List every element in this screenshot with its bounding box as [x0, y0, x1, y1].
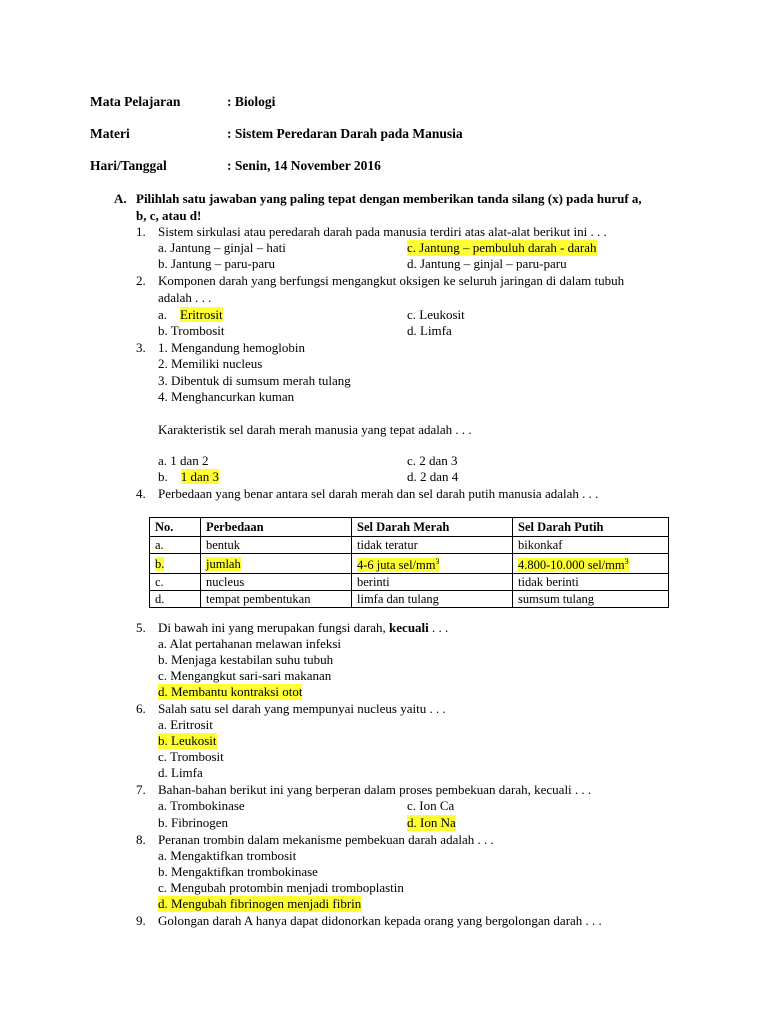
table-row: [150, 574, 669, 591]
q6-option-a: a. Eritrosit: [158, 717, 213, 732]
q8-option-c: c. Mengubah protombin menjadi tromboplastin: [158, 880, 404, 895]
table-header-row: [150, 518, 669, 537]
q8-option-b: b. Mengaktifkan trombokinase: [158, 864, 318, 879]
q6-option-c: c. Trombosit: [158, 749, 224, 764]
q3-number: 3.: [136, 340, 146, 355]
subject-value: : Biologi: [227, 94, 276, 109]
q1-option-c-prefix: c.: [407, 240, 417, 255]
q6-text: Salah satu sel darah yang mempunyai nucleus yaitu . . .: [158, 701, 446, 716]
table-header-red-cell: Sel Darah Merah: [352, 518, 513, 537]
q3-option-d: d. 2 dan 4: [407, 469, 459, 484]
q2-option-a-text: Eritrosit: [180, 307, 223, 322]
table-cell-text: b.: [155, 556, 165, 571]
q2-option-a-answer: [158, 307, 223, 323]
q5-option-d-answer: d. Membantu kontraksi otot: [158, 684, 303, 699]
red-count-value: 4-6 juta sel/mm: [357, 558, 436, 573]
table-cell: c.: [150, 574, 201, 591]
table-cell-text-red-count: [357, 558, 439, 572]
table-row-answer: [150, 554, 669, 574]
q3-option-a: a. 1 dan 2: [158, 453, 209, 468]
q3-item-2: 2. Memiliki nucleus: [158, 356, 263, 371]
table-cell: bikonkaf: [513, 537, 669, 554]
q2-option-b: b. Trombosit: [158, 323, 225, 338]
table-cell-text-white-count: [518, 558, 629, 572]
table-cell: tempat pembentukan: [201, 591, 352, 608]
table-header-white-cell: Sel Darah Putih: [513, 518, 669, 537]
q5-number: 5.: [136, 620, 146, 635]
date-label: Hari/Tanggal: [90, 158, 167, 173]
table-cell: d.: [150, 591, 201, 608]
table-row: [150, 591, 669, 608]
subject-label: Mata Pelajaran: [90, 94, 181, 109]
q9-text: Golongan darah A hanya dapat didonorkan kepada orang yang bergolongan darah . . .: [158, 913, 602, 928]
table-cell: [352, 554, 513, 574]
q8-number: 8.: [136, 832, 146, 847]
q3-option-c: c. 2 dan 3: [407, 453, 458, 468]
q2-option-a-prefix: a.: [158, 307, 168, 322]
material-label: Materi: [90, 126, 130, 141]
q1-text: Sistem sirkulasi atau peredarah darah pada manusia terdiri atas alat-alat berikut ini . . .: [158, 224, 607, 239]
q3-item-3: 3. Dibentuk di sumsum merah tulang: [158, 373, 351, 388]
q1-number: 1.: [136, 224, 146, 239]
table-cell: bentuk: [201, 537, 352, 554]
table-header-difference: Perbedaan: [201, 518, 352, 537]
q2-option-d: d. Limfa: [407, 323, 452, 338]
q3-option-b-text: 1 dan 3: [180, 469, 220, 484]
q7-text: Bahan-bahan berikut ini yang berperan dalam proses pembekuan darah, kecuali . . .: [158, 782, 592, 797]
date-value: : Senin, 14 November 2016: [227, 158, 381, 173]
white-count-value: 4.800-10.000 sel/mm: [518, 558, 625, 573]
q8-text: Peranan trombin dalam mekanisme pembekuan darah adalah . . .: [158, 832, 494, 847]
table-cell: nucleus: [201, 574, 352, 591]
superscript: 3: [624, 557, 629, 566]
q3-item-4: 4. Menghancurkan kuman: [158, 389, 295, 404]
q3-item-1: 1. Mengandung hemoglobin: [158, 340, 305, 355]
table-cell-text: jumlah: [206, 556, 241, 571]
q9-number: 9.: [136, 913, 146, 928]
table-cell: a.: [150, 537, 201, 554]
q2-text-line2: adalah . . .: [158, 290, 212, 305]
table-cell: tidak teratur: [352, 537, 513, 554]
q5-text: [158, 620, 448, 636]
q5-option-b: b. Menjaga kestabilan suhu tubuh: [158, 652, 334, 667]
q7-option-c: c. Ion Ca: [407, 798, 455, 813]
q5-text-start: Di bawah ini yang merupakan fungsi darah,: [158, 620, 386, 635]
q1-option-c-answer: [407, 240, 597, 256]
q3-question: Karakteristik sel darah merah manusia yang tepat adalah . . .: [158, 422, 472, 437]
q2-option-c: c. Leukosit: [407, 307, 465, 322]
q6-number: 6.: [136, 701, 146, 716]
comparison-table: [149, 517, 669, 608]
section-instruction-line2: b, c, atau d!: [136, 208, 202, 223]
q8-option-a: a. Mengaktifkan trombosit: [158, 848, 297, 863]
section-letter: A.: [114, 191, 127, 206]
table-cell: berinti: [352, 574, 513, 591]
q5-text-end: . . .: [432, 620, 449, 635]
table-cell: [513, 554, 669, 574]
material-value: : Sistem Peredaran Darah pada Manusia: [227, 126, 463, 141]
table-cell: tidak berinti: [513, 574, 669, 591]
table-row: [150, 537, 669, 554]
q1-option-b: b. Jantung – paru-paru: [158, 256, 275, 271]
q3-option-b-prefix: b.: [158, 469, 168, 484]
q6-option-d: d. Limfa: [158, 765, 203, 780]
section-instruction-line1: Pilihlah satu jawaban yang paling tepat dengan memberikan tanda silang (x) pada huruf a,: [136, 191, 642, 206]
q1-option-a: a. Jantung – ginjal – hati: [158, 240, 286, 255]
table-cell: sumsum tulang: [513, 591, 669, 608]
table-cell: [201, 554, 352, 574]
q8-option-d-answer: d. Mengubah fibrinogen menjadi fibrin: [158, 896, 362, 911]
table-header-no: No.: [150, 518, 201, 537]
q7-option-d-answer: d. Ion Na: [407, 815, 456, 830]
q2-text-line1: Komponen darah yang berfungsi mengangkut oksigen ke seluruh jaringan di dalam tubuh: [158, 273, 625, 288]
q4-number: 4.: [136, 486, 146, 501]
q5-option-c: c. Mengangkut sari-sari makanan: [158, 668, 332, 683]
q3-option-b-answer: [158, 469, 219, 485]
q1-option-c-text: Jantung – pembuluh darah - darah: [416, 240, 597, 255]
table-cell: limfa dan tulang: [352, 591, 513, 608]
q2-number: 2.: [136, 273, 146, 288]
q1-option-d: d. Jantung – ginjal – paru-paru: [407, 256, 567, 271]
q7-option-a: a. Trombokinase: [158, 798, 245, 813]
q7-number: 7.: [136, 782, 146, 797]
superscript: 3: [435, 557, 440, 566]
q7-option-b: b. Fibrinogen: [158, 815, 229, 830]
q5-text-bold: kecuali: [389, 620, 429, 635]
q6-option-b-answer: b. Leukosit: [158, 733, 217, 748]
table-cell: [150, 554, 201, 574]
q5-option-a: a. Alat pertahanan melawan infeksi: [158, 636, 342, 651]
q4-text: Perbedaan yang benar antara sel darah merah dan sel darah putih manusia adalah . . .: [158, 486, 599, 501]
